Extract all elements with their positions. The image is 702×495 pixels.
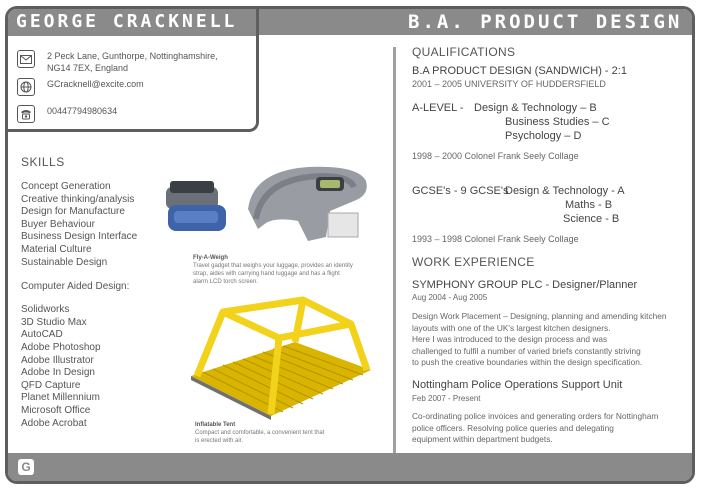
- telephone-icon: [17, 105, 35, 123]
- skill-item: Material Culture: [21, 243, 92, 255]
- globe-icon: [17, 78, 35, 96]
- degree-years: 2001 – 2005 UNIVERSITY OF HUDDERSFIELD: [412, 79, 606, 89]
- job1-desc-line: layouts with one of the UK's largest kitchen designers.: [412, 322, 611, 333]
- tent-text: Compact and comfortable, a convenient tent that is erected with air.: [195, 430, 325, 444]
- job1-desc-line: challenged to fulfil a number of varied briefs constantly striving: [412, 345, 641, 356]
- address-line-1: 2 Peck Lane, Gunthorpe, Nottinghamshire,: [47, 51, 218, 61]
- address-line-2: NG14 7EX, England: [47, 63, 129, 73]
- skill-item: Business Design Interface: [21, 231, 138, 243]
- job2-desc-line: equipment within department budgets.: [412, 434, 553, 444]
- job2-title: Nottingham Police Operations Support Unit: [412, 379, 623, 391]
- job2-desc-line: Co-ordinating police invoices and generating orders for Nottingham: [412, 411, 659, 421]
- resume-card: [5, 6, 695, 484]
- cad-item: Solidworks: [21, 304, 70, 316]
- job1-dates: Aug 2004 - Aug 2005: [412, 293, 488, 302]
- alevel-years: 1998 – 2000 Colonel Frank Seely Collage: [412, 151, 579, 161]
- column-divider: [393, 47, 396, 457]
- email-link[interactable]: GCracknell@excite.com: [47, 79, 144, 89]
- cad-item: Adobe Acrobat: [21, 417, 87, 429]
- job1-desc-line: to push the creative boundaries within the design specification.: [412, 357, 643, 367]
- job2-dates: Feb 2007 - Present: [412, 394, 481, 403]
- cad-item: 3D Studio Max: [21, 316, 87, 328]
- alevel-grade: Psychology – D: [505, 130, 582, 142]
- gcse-grade: Maths - B: [565, 199, 613, 211]
- job1-title: SYMPHONY GROUP PLC - Designer/Planner: [412, 279, 638, 291]
- candidate-name: GEORGE CRACKNELL: [16, 11, 238, 32]
- tent-title: Inflatable Tent: [195, 422, 236, 428]
- fly-a-weigh-image: [158, 159, 373, 259]
- gcse-years: 1993 – 1998 Colonel Frank Seely Collage: [412, 234, 579, 244]
- cad-item: Adobe Illustrator: [21, 354, 94, 366]
- contact-box: [5, 6, 259, 132]
- cad-item: QFD Capture: [21, 379, 81, 391]
- skills-list: [21, 181, 171, 269]
- footer-band: [8, 453, 692, 481]
- alevel-label: A-LEVEL -: [412, 102, 464, 114]
- skill-item: Creative thinking/analysis: [21, 193, 135, 205]
- alevel-grade: Design & Technology – B: [474, 102, 597, 114]
- degree-title: B.A. PRODUCT DESIGN: [408, 11, 683, 33]
- phone-row: [17, 105, 117, 123]
- alevel-grade: Business Studies – C: [505, 116, 610, 128]
- cad-item: Planet Millennium: [21, 392, 100, 404]
- job2-desc-line: police officers. Resolving police queries and delegating: [412, 422, 614, 433]
- cad-item: AutoCAD: [21, 329, 63, 341]
- gcse-grade: Design & Technology - A: [505, 185, 625, 197]
- job1-desc-line: Here I was introduced to the design process and was: [412, 334, 608, 344]
- envelope-icon: [17, 50, 35, 68]
- job1-desc-line: Design Work Placement – Designing, planning and amending kitchen: [412, 311, 667, 321]
- cad-heading: Computer Aided Design:: [21, 281, 130, 293]
- job1-description: [412, 311, 666, 369]
- inflatable-tent-image: [183, 294, 373, 424]
- skills-heading: SKILLS: [21, 155, 65, 169]
- skill-item: Design for Manufacture: [21, 206, 125, 218]
- phone-number: 00447794980634: [47, 106, 118, 116]
- tent-caption: [195, 421, 325, 445]
- degree-title-line: B.A PRODUCT DESIGN (SANDWICH) - 2:1: [412, 65, 627, 77]
- cad-item: Adobe Photoshop: [21, 341, 101, 353]
- fly-a-weigh-title: Fly-A-Weigh: [193, 255, 228, 261]
- fly-a-weigh-text: Travel gadget that weighs your luggage, provides an identity strap, aides with carrying hand luggage and has a flight alarm LCD torch screen.: [193, 263, 353, 285]
- logo-mark-icon: G: [18, 459, 34, 475]
- email-row: [17, 78, 144, 96]
- skill-item: Buyer Behaviour: [21, 218, 95, 230]
- skills-section: [21, 155, 171, 430]
- cad-list: [21, 304, 171, 430]
- gcse-label: GCSE's - 9 GCSE's: [412, 185, 509, 197]
- gcse-grade: Science - B: [563, 213, 620, 225]
- fly-a-weigh-caption: [193, 254, 353, 286]
- skill-item: Concept Generation: [21, 181, 111, 192]
- qualifications-heading: QUALIFICATIONS: [412, 45, 516, 59]
- job2-description: [412, 411, 658, 446]
- work-experience-heading: WORK EXPERIENCE: [412, 255, 535, 269]
- cad-item: Microsoft Office: [21, 404, 91, 416]
- cad-item: Adobe In Design: [21, 367, 95, 379]
- skill-item: Sustainable Design: [21, 256, 108, 268]
- address-row: [17, 50, 218, 74]
